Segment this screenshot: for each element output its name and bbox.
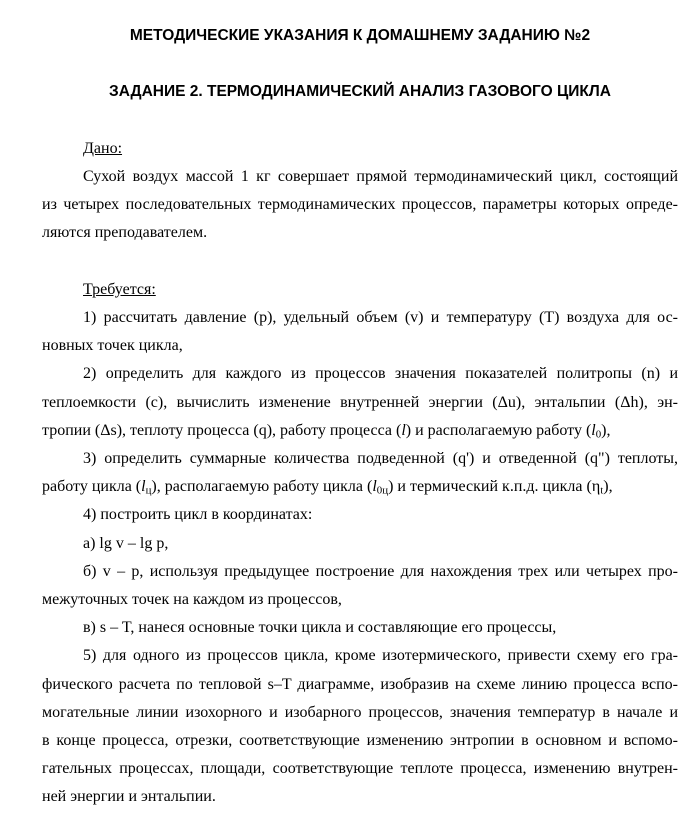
required-label-text: Требуется: — [83, 280, 156, 298]
given-paragraph-line: из четырех последовательных термодинамических процессов, параметры которых опреде- — [42, 196, 678, 214]
document-body — [42, 22, 678, 812]
task-1-line: новных точек цикла, — [42, 337, 183, 355]
given-label-text: Дано: — [83, 139, 123, 157]
task-3-line: работу цикла $(l_ц)$, располагаемую работу цикла $(l_{0ц})$ и термический к.п.д. цикла $(\eta_t)$, — [42, 478, 613, 497]
doc-title: МЕТОДИЧЕСКИЕ УКАЗАНИЯ К ДОМАШНЕМУ ЗАДАНИЮ №2 — [129, 27, 591, 44]
assignment-title: ЗАДАНИЕ 2. ТЕРМОДИНАМИЧЕСКИЙ АНАЛИЗ ГАЗОВОГО ЦИКЛА — [109, 83, 611, 101]
task-4-line: 4) построить цикл в координатах: — [83, 506, 313, 524]
task-3-line: 3) определить суммарные количества подведенной (q') и отведенной (q") теплоты, — [83, 450, 678, 467]
task-5-line: ней энергии и энтальпии. — [42, 788, 216, 806]
task-4b-line: б) v – p, используя предыдущее построение для нахождения трех или четырех про- — [83, 562, 678, 580]
task-5-line: могательные линии изохорного и изобарного процессов, значения температур в начале и — [42, 703, 678, 721]
blank-line — [42, 107, 678, 135]
task-1-line: 1) рассчитать давление (p), удельный объем (v) и температуру (T) воздуха для ос- — [83, 308, 678, 326]
blank-line — [42, 50, 678, 78]
task-5-line: гательных процессах, площади, соответствующие теплоте процесса, изменению внутрен- — [42, 760, 678, 778]
blank-line — [42, 248, 678, 276]
task-2-line: 2) определить для каждого из процессов значения показателей политропы (n) и — [83, 365, 678, 383]
task-2-line: тропии (Δs), теплоту процесса (q), работу процесса (l) и располагаемую работу $(l_0)$, — [42, 421, 611, 441]
task-4b-line: межуточных точек на каждом из процессов, — [42, 591, 342, 609]
given-paragraph-line: ляются преподавателем. — [42, 224, 208, 242]
task-4v-line: в) s – T, нанеся основные точки цикла и составляющие его процессы, — [83, 619, 557, 637]
required-label — [42, 276, 678, 304]
given-paragraph-line: Сухой воздух массой 1 кг совершает прямой термодинамический цикл, состоящий — [83, 167, 678, 185]
task-5-line: в конце процесса, отрезки, соответствующие изменению энтропии в основном и вспомо- — [42, 732, 678, 750]
task-5-line: фического расчета по тепловой s–T диаграмме, изобразив на схеме линию процесса вспо- — [42, 675, 678, 693]
task-4a-line: а) lg v – lg p, — [83, 534, 169, 552]
task-5-line: 5) для одного из процессов цикла, кроме изотермического, привести схему его гра- — [83, 647, 678, 665]
given-label — [42, 135, 678, 163]
task-2-line: теплоемкости (c), вычислить изменение внутренней энергии (Δu), энтальпии (Δh), эн- — [42, 393, 678, 411]
